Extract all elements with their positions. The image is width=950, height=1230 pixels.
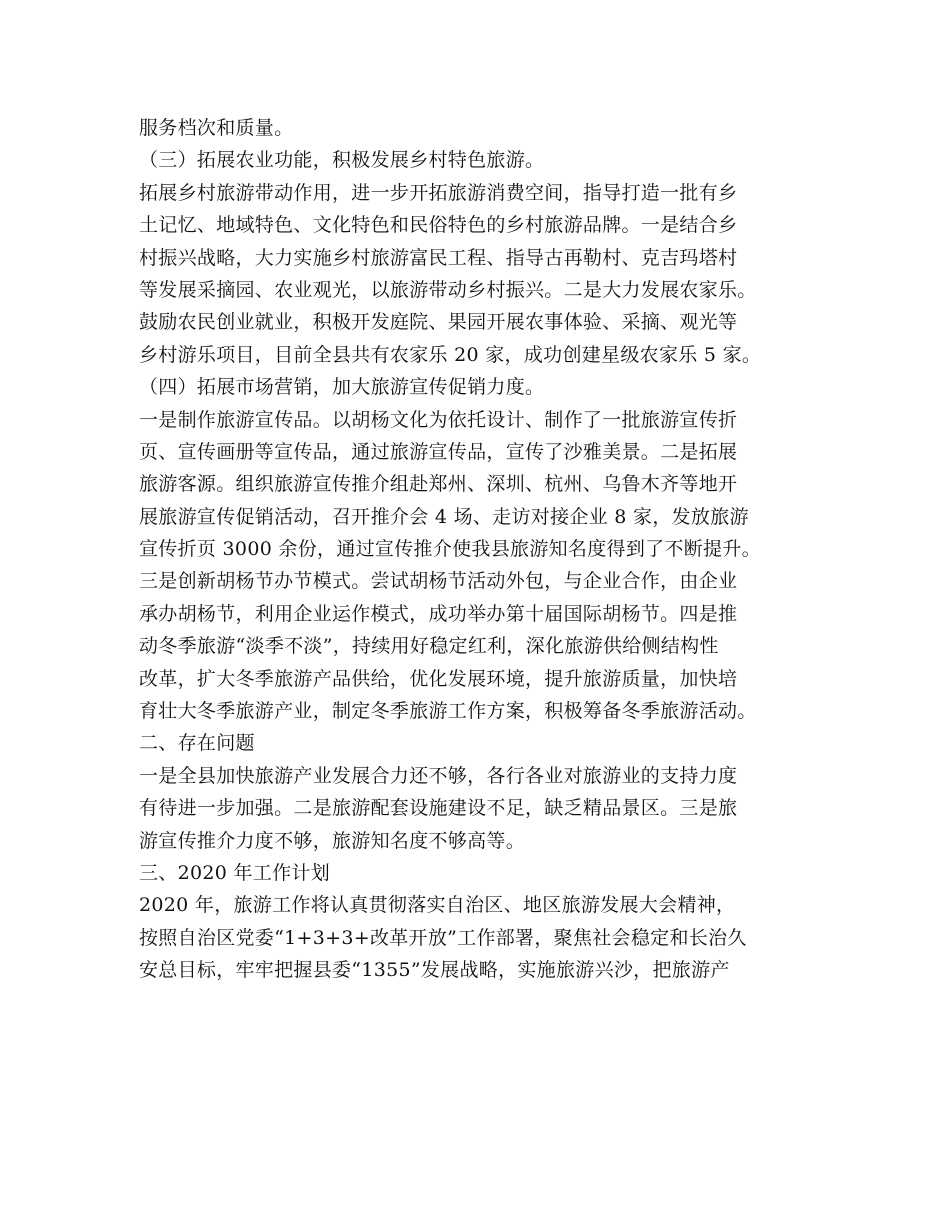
text-line: 拓展乡村旅游带动作用，进一步开拓旅游消费空间，指导打造一批有乡 — [139, 181, 738, 204]
text-line: 按照自治区党委“1+3+3+改革开放”工作部署，聚焦社会稳定和长治久 — [139, 926, 747, 949]
section-heading: （四）拓展市场营销，加大旅游宣传促销力度。 — [139, 376, 545, 399]
text-line: 村振兴战略，大力实施乡村旅游富民工程、指导古再勒村、克吉玛塔村 — [139, 246, 738, 269]
text-line: 2020 年，旅游工作将认真贯彻落实自治区、地区旅游发展大会精神， — [139, 894, 736, 917]
text-line: 承办胡杨节，利用企业运作模式，成功举办第十届国际胡杨节。四是推 — [139, 602, 738, 625]
document-body — [139, 112, 829, 987]
text-line: 安总目标，牢牢把握县委“1355”发展战略，实施旅游兴沙，把旅游产 — [139, 959, 730, 982]
section-heading: 二、存在问题 — [139, 732, 255, 755]
section-heading: （三）拓展农业功能，积极发展乡村特色旅游。 — [139, 149, 545, 172]
text-line: 等发展采摘园、农业观光，以旅游带动乡村振兴。二是大力发展农家乐。 — [139, 278, 757, 301]
text-line: 有待进一步加强。二是旅游配套设施建设不足，缺乏精品景区。三是旅 — [139, 797, 738, 820]
section-heading: 三、2020 年工作计划 — [139, 861, 330, 884]
text-line: 动冬季旅游“淡季不淡”，持续用好稳定红利，深化旅游供给侧结构性 — [139, 635, 719, 658]
text-line: 改革，扩大冬季旅游产品供给，优化发展环境，提升旅游质量，加快培 — [139, 667, 738, 690]
text-line: 育壮大冬季旅游产业，制定冬季旅游工作方案，积极筹备冬季旅游活动。 — [139, 700, 757, 723]
text-line: 服务档次和质量。 — [139, 117, 294, 139]
text-line: 三是创新胡杨节办节模式。尝试胡杨节活动外包，与企业合作，由企业 — [139, 570, 738, 593]
text-line: 一是制作旅游宣传品。以胡杨文化为依托设计、制作了一批旅游宣传折 — [139, 408, 738, 431]
text-line: 页、宣传画册等宣传品，通过旅游宣传品，宣传了沙雅美景。二是拓展 — [139, 440, 738, 463]
text-line: 旅游客源。组织旅游宣传推介组赴郑州、深圳、杭州、乌鲁木齐等地开 — [139, 473, 738, 496]
text-line: 游宣传推介力度不够，旅游知名度不够高等。 — [139, 829, 526, 852]
text-line: 鼓励农民创业就业，积极开发庭院、果园开展农事体验、采摘、观光等 — [139, 311, 738, 334]
text-line: 宣传折页 3000 余份，通过宣传推介使我县旅游知名度得到了不断提升。 — [139, 538, 761, 561]
text-line: 一是全县加快旅游产业发展合力还不够，各行各业对旅游业的支持力度 — [139, 764, 738, 787]
text-line: 乡村游乐项目，目前全县共有农家乐 20 家，成功创建星级农家乐 5 家。 — [139, 343, 762, 366]
text-line: 展旅游宣传促销活动，召开推介会 4 场、走访对接企业 8 家，发放旅游 — [139, 505, 749, 528]
text-line: 土记忆、地域特色、文化特色和民俗特色的乡村旅游品牌。一是结合乡 — [139, 214, 738, 237]
